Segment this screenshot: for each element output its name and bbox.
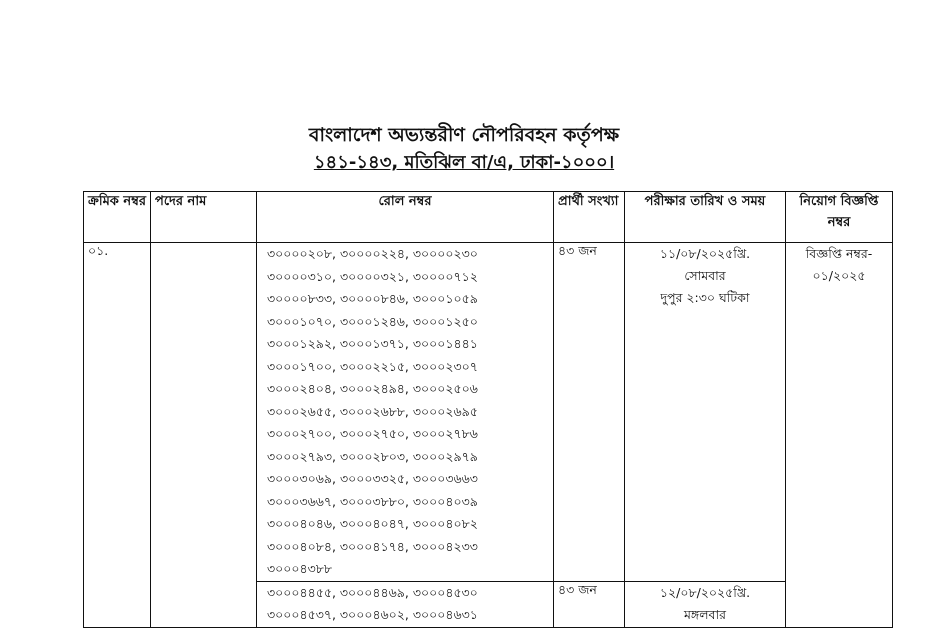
roll-number-line: ৩০০০১০৭০, ৩০০০১২৪৬, ৩০০০১২৫০ <box>267 313 478 329</box>
date-cell-group1 <box>625 243 786 582</box>
roll-number-line: ৩০০০২৭০০, ৩০০০২৭৫০, ৩০০০২৭৮৬ <box>267 426 478 441</box>
roll-number-line: ৩০০০০৩১০, ৩০০০০৩২১, ৩০০০০৭১২ <box>267 268 478 284</box>
roll-table <box>83 191 893 628</box>
serial-cell: ০১. <box>84 243 151 628</box>
col-post-name: পদের নাম <box>151 192 257 243</box>
document-address: ১৪১-১৪৩, মতিঝিল বা/এ, ঢাকা-১০০০। <box>313 152 615 173</box>
exam-day: মঙ্গলবার <box>683 606 726 622</box>
col-notice-number: নিয়োগ বিজ্ঞপ্তি নম্বর <box>786 192 893 243</box>
col-serial: ক্রমিক নম্বর <box>84 192 151 243</box>
roll-number-line: ৩০০০০৮৩৩, ৩০০০০৮৪৬, ৩০০০১০৫৯ <box>267 291 478 306</box>
roll-number-line: ৩০০০৩৬৬৭, ৩০০০৩৮৮০, ৩০০০৪০৩৯ <box>267 493 478 509</box>
exam-day: সোমবার <box>684 268 726 283</box>
roll-number-line: ৩০০০৩০৬৯, ৩০০০৩৩২৫, ৩০০০৩৬৬৩ <box>267 471 478 486</box>
roll-number-line: ৩০০০০২০৮, ৩০০০০২২৪, ৩০০০০২৩০ <box>267 246 478 261</box>
exam-date: ১২/০৮/২০২৫খ্রি. <box>659 584 751 600</box>
roll-number-line: ৩০০০১৭০০, ৩০০০২২১৫, ৩০০০২৩০৭ <box>267 358 478 374</box>
roll-number-line: ৩০০০৪৪৫৫, ৩০০০৪৪৬৯, ৩০০০৪৫৩০ <box>267 584 478 600</box>
document-title: বাংলাদেশ অভ্যন্তরীণ নৌপরিবহন কর্তৃপক্ষ <box>308 124 620 146</box>
col-roll-number: রোল নম্বর <box>257 192 554 243</box>
col-exam-date-time: পরীক্ষার তারিখ ও সময় <box>625 192 786 243</box>
count-cell-group2: ৪৩ জন <box>554 581 625 627</box>
roll-number-line: ৩০০০৪০৪৬, ৩০০০৪০৪৭, ৩০০০৪০৮২ <box>267 516 478 531</box>
col-candidate-count: প্রার্থী সংখ্যা <box>554 192 625 243</box>
notice-cell <box>786 243 893 628</box>
notice-number: ০১/২০২৫ <box>812 268 866 283</box>
post-name-cell <box>151 243 257 628</box>
table-header-row <box>84 192 893 243</box>
notice-label: বিজ্ঞপ্তি নম্বর- <box>805 246 873 261</box>
roll-number-line: ৩০০০২৪০৪, ৩০০০২৪৯৪, ৩০০০২৫০৬ <box>267 381 478 396</box>
exam-date: ১১/০৮/২০২৫খ্রি. <box>659 246 751 261</box>
roll-number-line: ৩০০০৪৩৮৮ <box>267 561 332 576</box>
roll-number-line: ৩০০০৪৫৩৭, ৩০০০৪৬০২, ৩০০০৪৬৩১ <box>267 607 478 622</box>
roll-number-line: ৩০০০২৭৯৩, ৩০০০২৮০৩, ৩০০০২৯৭৯ <box>267 448 478 464</box>
table-row <box>84 243 893 582</box>
roll-number-line: ৩০০০৪০৮৪, ৩০০০৪১৭৪, ৩০০০৪২৩৩ <box>267 538 478 554</box>
date-cell-group2 <box>625 581 786 627</box>
roll-cell-group2 <box>257 581 554 627</box>
exam-time: দুপুর ২:৩০ ঘটিকা <box>660 290 750 305</box>
roll-number-line: ৩০০০১২৯২, ৩০০০১৩৭১, ৩০০০১৪৪১ <box>267 336 478 351</box>
count-cell-group1: ৪৩ জন <box>554 243 625 582</box>
roll-cell-group1 <box>257 243 554 582</box>
roll-number-line: ৩০০০২৬৫৫, ৩০০০২৬৮৮, ৩০০০২৬৯৫ <box>267 403 478 419</box>
